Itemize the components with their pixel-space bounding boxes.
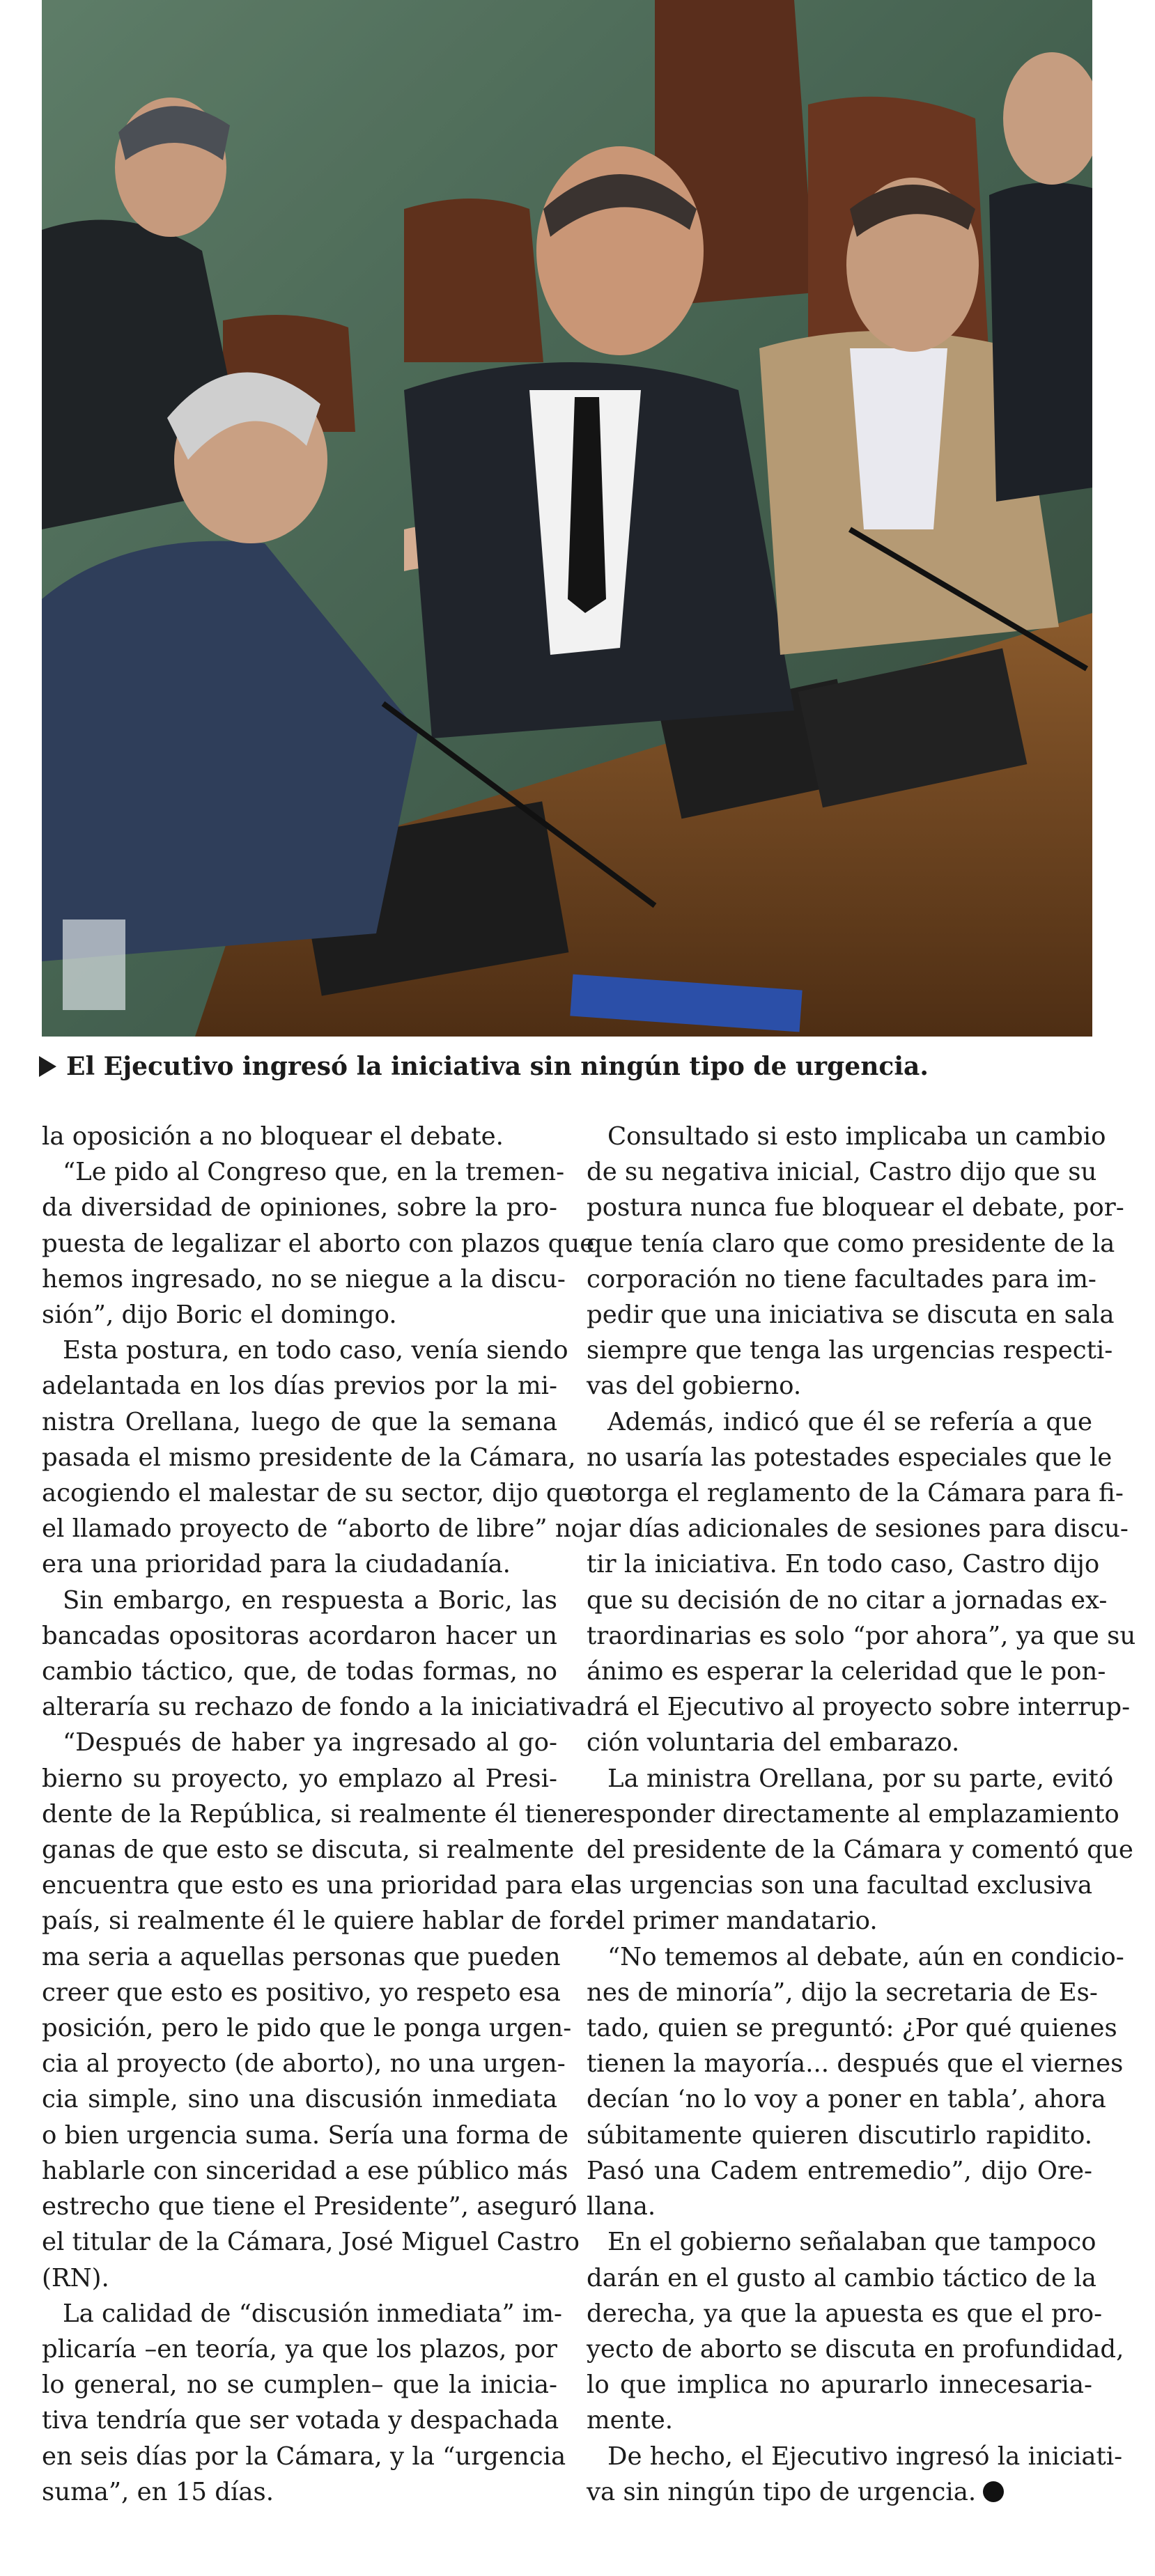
text-line: encuentra que esto es una prioridad para el	[42, 1871, 594, 1900]
text-line: dente de la República, si realmente él tiene	[42, 1799, 588, 1829]
text-line: Sin embargo, en respuesta a Boric, las	[63, 1585, 557, 1615]
text-line: o bien urgencia suma. Sería una forma de	[42, 2120, 569, 2150]
caption-arrow-icon	[39, 1056, 56, 1077]
text-line: plicaría –en teoría, ya que los plazos, por	[42, 2334, 557, 2364]
text-line: ánimo es esperar la celeridad que le pon-	[587, 1657, 1106, 1686]
text-line: país, si realmente él le quiere hablar de for-	[42, 1907, 594, 1936]
text-line: llana.	[587, 2192, 656, 2221]
paragraph	[42, 1154, 595, 1333]
text-line: mente.	[587, 2406, 674, 2435]
text-line: cia al proyecto (de aborto), no una urgen-	[42, 2049, 566, 2079]
text-line: posición, pero le pido que le ponga urgen-	[42, 2014, 572, 2043]
text-line: jar días adicionales de sesiones para discu-	[587, 1514, 1129, 1544]
paragraph	[587, 1939, 1124, 2225]
paragraph	[42, 1119, 557, 1154]
text-line: derecha, ya que la apuesta es que el pro-	[587, 2299, 1103, 2328]
text-line: adelantada en los días previos por la mi-	[42, 1372, 557, 1401]
text-line: bancadas opositoras acordaron hacer un	[42, 1621, 557, 1650]
text-line: suma”, en 15 días.	[42, 2477, 274, 2506]
text-line: “No tememos al debate, aún en condicio-	[607, 1942, 1124, 1971]
text-line: La ministra Orellana, por su parte, evitó	[607, 1764, 1114, 1793]
text-line: del presidente de la Cámara y comentó que	[587, 1836, 1133, 1865]
text-line: nistra Orellana, luego de que la semana	[42, 1407, 557, 1436]
text-line: (RN).	[42, 2263, 109, 2292]
text-line: la oposición a no bloquear el debate.	[42, 1122, 504, 1151]
paragraph	[587, 1761, 1133, 1939]
paragraph	[42, 2296, 566, 2510]
text-line: drá el Ejecutivo al proyecto sobre interrup-	[587, 1693, 1131, 1722]
text-line: darán en el gusto al cambio táctico de la	[587, 2263, 1096, 2292]
text-line: responder directamente al emplazamiento	[587, 1799, 1119, 1829]
text-line: En el gobierno señalaban que tampoco	[607, 2228, 1096, 2257]
text-line: súbitamente quieren discutirlo rapidito.	[587, 2120, 1092, 2150]
text-line: tienen la mayoría... después que el viernes	[587, 2049, 1124, 2079]
caption-text: El Ejecutivo ingresó la iniciativa sin ningún tipo de urgencia.	[66, 1052, 929, 1081]
text-line: en seis días por la Cámara, y la “urgencia	[42, 2442, 566, 2471]
paragraph	[587, 1119, 1124, 1404]
text-line: postura nunca fue bloquear el debate, por-	[587, 1193, 1124, 1223]
text-line: bierno su proyecto, yo emplazo al Presi-	[42, 1764, 557, 1793]
text-line: ción voluntaria del embarazo.	[587, 1728, 960, 1758]
text-line: siempre que tenga las urgencias respecti-	[587, 1336, 1113, 1365]
text-line: ganas de que esto se discuta, si realmente	[42, 1836, 575, 1865]
paragraph	[587, 2439, 1123, 2510]
text-line: corporación no tiene facultades para im-	[587, 1264, 1096, 1294]
text-line: hemos ingresado, no se niegue a la discu-	[42, 1264, 566, 1294]
text-line: “Después de haber ya ingresado al go-	[63, 1728, 557, 1758]
text-line: el llamado proyecto de “aborto de libre” no	[42, 1514, 587, 1544]
news-photo	[42, 0, 1092, 1037]
text-line: cambio táctico, que, de todas formas, no	[42, 1657, 557, 1686]
text-line: da diversidad de opiniones, sobre la pro-	[42, 1193, 557, 1223]
text-line: tado, quien se preguntó: ¿Por qué quienes	[587, 2014, 1117, 2043]
text-line: puesta de legalizar el aborto con plazos que	[42, 1229, 595, 1258]
article-column-right	[587, 1119, 1136, 2510]
photo-illustration	[42, 0, 1092, 1037]
article-column-left	[42, 1119, 595, 2510]
text-line: La calidad de “discusión inmediata” im-	[63, 2299, 562, 2328]
text-line: “Le pido al Congreso que, en la tremen-	[63, 1158, 565, 1187]
text-line: cia simple, sino una discusión inmediata	[42, 2085, 557, 2114]
text-line: era una prioridad para la ciudadanía.	[42, 1550, 511, 1579]
text-line: Esta postura, en todo caso, venía siendo	[63, 1336, 568, 1365]
text-line: las urgencias son una facultad exclusiva	[587, 1871, 1093, 1900]
text-line: que tenía claro que como presidente de la	[587, 1229, 1115, 1258]
text-line: De hecho, el Ejecutivo ingresó la iniciati-	[607, 2442, 1123, 2471]
text-line: Además, indicó que él se refería a que	[607, 1407, 1092, 1436]
paragraph	[42, 1725, 594, 2295]
photo-caption	[39, 1045, 1098, 1088]
text-line: yecto de aborto se discuta en profundidad,	[587, 2334, 1124, 2364]
text-line: hablarle con sinceridad a ese público más	[42, 2156, 568, 2185]
text-line: acogiendo el malestar de su sector, dijo que	[42, 1479, 593, 1508]
text-line: Pasó una Cadem entremedio”, dijo Ore-	[587, 2156, 1092, 2185]
text-line: vas del gobierno.	[587, 1372, 802, 1401]
text-line: de su negativa inicial, Castro dijo que su	[587, 1158, 1097, 1187]
text-line: otorga el reglamento de la Cámara para fi-	[587, 1479, 1124, 1508]
text-line: ma seria a aquellas personas que pueden	[42, 1942, 561, 1971]
text-line: va sin ningún tipo de urgencia.	[587, 2477, 977, 2506]
text-line: tiva tendría que ser votada y despachada	[42, 2406, 559, 2435]
text-line: pasada el mismo presidente de la Cámara,	[42, 1443, 576, 1472]
text-line: Consultado si esto implicaba un cambio	[607, 1122, 1106, 1151]
paragraph	[587, 2224, 1124, 2438]
text-line: pedir que una iniciativa se discuta en sala	[587, 1301, 1115, 1330]
text-line: decían ‘no lo voy a poner en tabla’, ahora	[587, 2085, 1106, 2114]
text-line: el titular de la Cámara, José Miguel Castro	[42, 2228, 580, 2257]
paragraph	[42, 1333, 593, 1582]
text-line: traordinarias es solo “por ahora”, ya que su	[587, 1621, 1136, 1650]
paragraph	[42, 1583, 594, 1725]
text-line: creer que esto es positivo, yo respeto esa	[42, 1978, 561, 2007]
text-line: tir la iniciativa. En todo caso, Castro dijo	[587, 1550, 1100, 1579]
text-line: que su decisión de no citar a jornadas ex-	[587, 1585, 1108, 1615]
paragraph	[587, 1404, 1136, 1761]
text-line: alteraría su rechazo de fondo a la iniciativa.	[42, 1693, 594, 1722]
text-line: nes de minoría”, dijo la secretaria de Es-	[587, 1978, 1098, 2007]
final-text-line	[587, 2474, 1092, 2510]
text-line: sión”, dijo Boric el domingo.	[42, 1301, 397, 1330]
text-line: lo general, no se cumplen– que la inicia-	[42, 2371, 557, 2400]
end-mark-icon	[983, 2481, 1004, 2502]
text-line: del primer mandatario.	[587, 1907, 878, 1936]
text-line: estrecho que tiene el Presidente”, aseguró	[42, 2192, 578, 2221]
text-line: no usaría las potestades especiales que le	[587, 1443, 1113, 1472]
text-line: lo que implica no apurarlo innecesaria-	[587, 2371, 1092, 2400]
